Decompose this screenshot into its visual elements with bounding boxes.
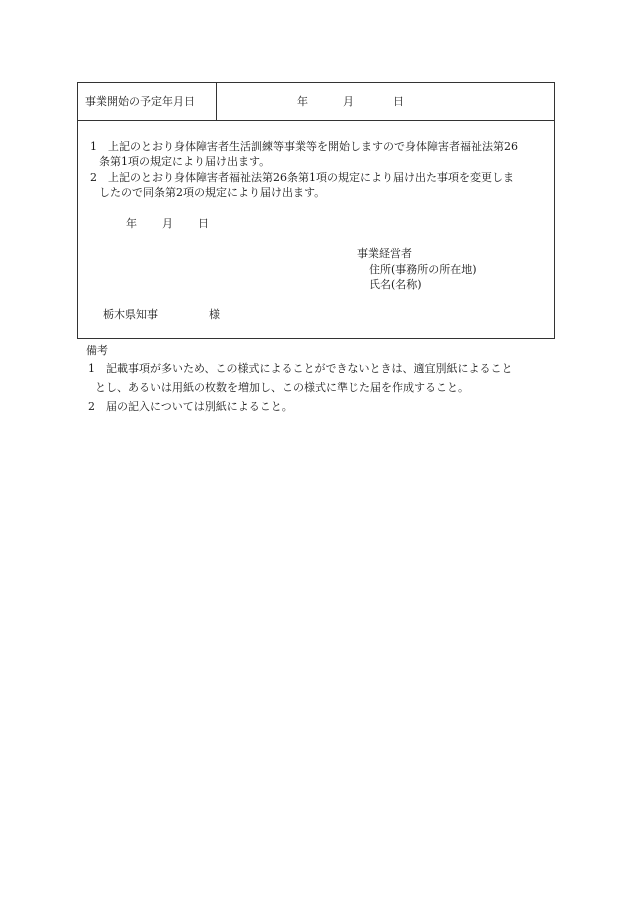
operator-label: 事業経営者 — [357, 247, 412, 260]
notification-form — [77, 82, 555, 339]
start-date-day: 日 — [393, 95, 404, 108]
date-year: 年 — [126, 217, 137, 230]
item2-line2: したので同条第2項の規定により届け出ます。 — [99, 186, 326, 199]
item1-line1: 1 上記のとおり身体障害者生活訓練等事業等を開始しますので身体障害者福祉法第26 — [90, 140, 518, 153]
start-date-row — [78, 83, 554, 121]
date-month: 月 — [162, 217, 173, 230]
start-date-label: 事業開始の予定年月日 — [85, 95, 195, 108]
note1-line1: 1 記載事項が多いため、この様式によることができないときは、適宜別紙によること — [88, 362, 513, 375]
note2: 2 届の記入については別紙によること。 — [88, 400, 293, 413]
item2-line1: 2 上記のとおり身体障害者福祉法第26条第1項の規定により届け出た事項を変更しま — [90, 171, 514, 184]
item1-line2: 条第1項の規定により届け出ます。 — [99, 155, 271, 168]
notes-title: 備考 — [86, 344, 108, 357]
note1-line2: とし、あるいは用紙の枚数を増加し、この様式に準じた届を作成すること。 — [95, 381, 469, 394]
start-date-month: 月 — [343, 95, 354, 108]
address-label: 住所(事務所の所在地) — [369, 263, 477, 276]
addressee: 栃木県知事 — [103, 308, 158, 321]
honorific: 様 — [209, 308, 220, 321]
start-date-year: 年 — [297, 95, 308, 108]
date-day: 日 — [198, 217, 209, 230]
start-date-label-cell — [78, 83, 217, 120]
name-label: 氏名(名称) — [369, 278, 422, 291]
